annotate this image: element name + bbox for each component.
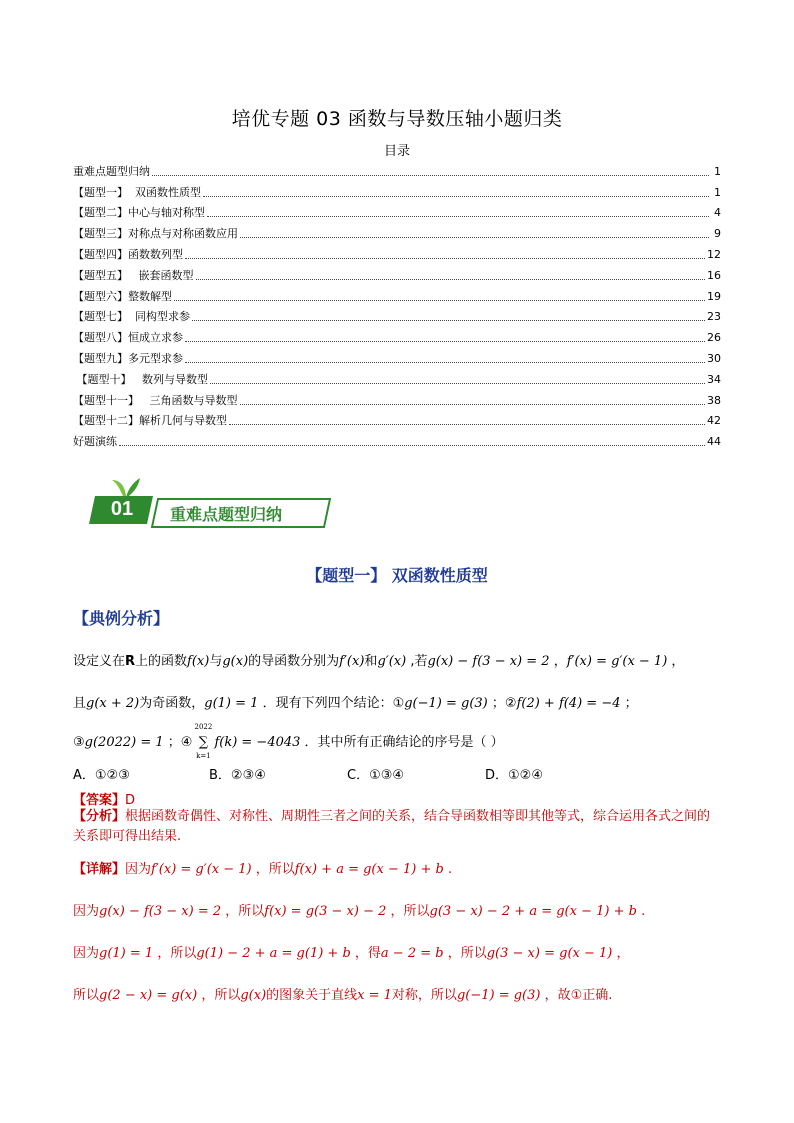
- toc-entry-page: 44: [707, 435, 721, 449]
- toc-entry-page: 9: [714, 227, 721, 241]
- toc-leader-dots: [240, 236, 709, 238]
- toc-heading: 目录: [383, 144, 410, 159]
- toc-entry-label: 【题型十二】解析几何与导数型: [73, 414, 227, 428]
- answer-tag: 【答案】: [73, 793, 126, 808]
- toc-entry-label: 【题型七】 同构型求参: [73, 310, 190, 324]
- toc-leader-dots: [229, 423, 705, 425]
- toc-leader-dots: [196, 278, 706, 280]
- toc-entry[interactable]: [73, 179, 721, 200]
- toc-leader-dots: [174, 299, 705, 301]
- type-heading: 【题型一】 双函数性质型: [306, 566, 488, 585]
- analysis-tag: 【分析】: [73, 809, 126, 824]
- toc-entry[interactable]: [73, 220, 721, 241]
- toc-entry-page: 42: [707, 414, 721, 428]
- toc-leader-dots: [203, 195, 709, 197]
- toc-entry-label: 【题型一】 双函数性质型: [73, 185, 201, 199]
- section-title: 重难点题型归纳: [170, 505, 283, 524]
- toc-entry-page: 19: [707, 289, 721, 303]
- question-line-2: 且g(x + 2)为奇函数，g(1) = 1 ．现有下列四个结论：①g(−1) = g(3) ；②f(2) + f(4) = −4 ；: [73, 696, 638, 711]
- toc-leader-dots: [207, 215, 709, 217]
- toc-entry-label: 【题型十】 数列与导数型: [73, 372, 208, 386]
- toc-leader-dots: [192, 319, 705, 321]
- toc-entry-label: 【题型三】对称点与对称函数应用: [73, 227, 238, 241]
- detail-tag: 【详解】: [73, 862, 126, 877]
- toc-entry-page: 4: [714, 206, 721, 220]
- document-title: 培优专题 03 函数与导数压轴小题归类: [231, 108, 563, 130]
- detail-line-4: 所以g(2 − x) = g(x) ，所以g(x)的图象关于直线x = 1对称，所以g(−1) = g(3) ，故①正确.: [73, 988, 613, 1003]
- toc-entry-label: 好题演练: [73, 435, 117, 449]
- toc-entry-label: 【题型四】函数数列型: [73, 247, 183, 261]
- toc-leader-dots: [119, 444, 705, 446]
- toc-entry[interactable]: [73, 324, 721, 345]
- toc-entry-label: 【题型八】恒成立求参: [73, 331, 183, 345]
- toc-leader-dots: [152, 174, 709, 176]
- analysis-paragraph: 【分析】根据函数奇偶性、对称性、周期性三者之间的关系，结合导函数相等即其他等式，综合运用各式之间的关系即可得出结果.: [73, 809, 711, 844]
- toc-entry[interactable]: [73, 408, 721, 429]
- toc-entry-label: 【题型五】 嵌套函数型: [73, 268, 194, 282]
- toc-entry-page: 23: [707, 310, 721, 324]
- toc-entry[interactable]: [73, 262, 721, 283]
- toc-entry[interactable]: [73, 304, 721, 325]
- toc-entry-label: 重难点题型归纳: [73, 164, 150, 178]
- detail-line-2: 因为g(x) − f(3 − x) = 2 ，所以f(x) = g(3 − x) − 2 ，所以g(3 − x) − 2 + a = g(x − 1) + b .: [73, 904, 646, 919]
- detail-line-3: 因为g(1) = 1 ，所以g(1) − 2 + a = g(1) + b ，得a − 2 = b ，所以g(3 − x) = g(x − 1) ，: [73, 946, 630, 961]
- option-c: C．①③④: [347, 768, 405, 783]
- section-banner: [92, 476, 332, 524]
- detail-line-1: 【详解】因为f′(x) = g′(x − 1) ，所以f(x) + a = g(x − 1) + b .: [73, 862, 453, 877]
- toc-entry[interactable]: [73, 387, 721, 408]
- table-of-contents: [73, 158, 721, 449]
- toc-entry-label: 【题型六】整数解型: [73, 289, 172, 303]
- options-row: [73, 764, 543, 783]
- toc-entry-page: 12: [707, 247, 721, 261]
- option-d: D．①②④: [485, 768, 543, 783]
- toc-entry-label: 【题型二】中心与轴对称型: [73, 206, 205, 220]
- answer-value: D: [125, 793, 136, 808]
- option-a: A．①②③: [73, 768, 130, 783]
- toc-entry[interactable]: [73, 345, 721, 366]
- toc-entry-page: 34: [707, 372, 721, 386]
- toc-entry[interactable]: [73, 428, 721, 449]
- toc-leader-dots: [185, 361, 705, 363]
- question-line-3: ③g(2022) = 1 ；④ 2022 ∑ k=1 f(k) = −4043 ．其中所有正确结论的序号是（ ）: [73, 723, 504, 760]
- toc-entry-page: 38: [707, 393, 721, 407]
- toc-entry[interactable]: [73, 366, 721, 387]
- toc-entry-label: 【题型十一】 三角函数与导数型: [73, 393, 238, 407]
- answer-line: [73, 789, 135, 808]
- toc-entry-page: 16: [707, 268, 721, 282]
- toc-leader-dots: [210, 382, 705, 384]
- section-number: 01: [110, 498, 134, 520]
- toc-entry-page: 1: [714, 185, 721, 199]
- toc-leader-dots: [185, 257, 705, 259]
- toc-entry-page: 30: [707, 351, 721, 365]
- toc-entry-page: 1: [714, 164, 721, 178]
- toc-leader-dots: [240, 403, 706, 405]
- toc-entry[interactable]: [73, 241, 721, 262]
- toc-entry[interactable]: [73, 200, 721, 221]
- toc-entry[interactable]: [73, 283, 721, 304]
- option-b: B．②③④: [209, 768, 266, 783]
- toc-entry-page: 26: [707, 331, 721, 345]
- example-heading: 【典例分析】: [73, 609, 170, 628]
- question-line-1: 设定义在R上的函数f(x)与g(x)的导函数分别为f′(x)和g′(x) ,若g(x) − f(3 − x) = 2 ，f′(x) = g′(x − 1) ，: [73, 654, 685, 669]
- toc-entry[interactable]: [73, 158, 721, 179]
- toc-leader-dots: [185, 340, 705, 342]
- summation: 2022 ∑ k=1: [194, 723, 213, 760]
- toc-entry-label: 【题型九】多元型求参: [73, 351, 183, 365]
